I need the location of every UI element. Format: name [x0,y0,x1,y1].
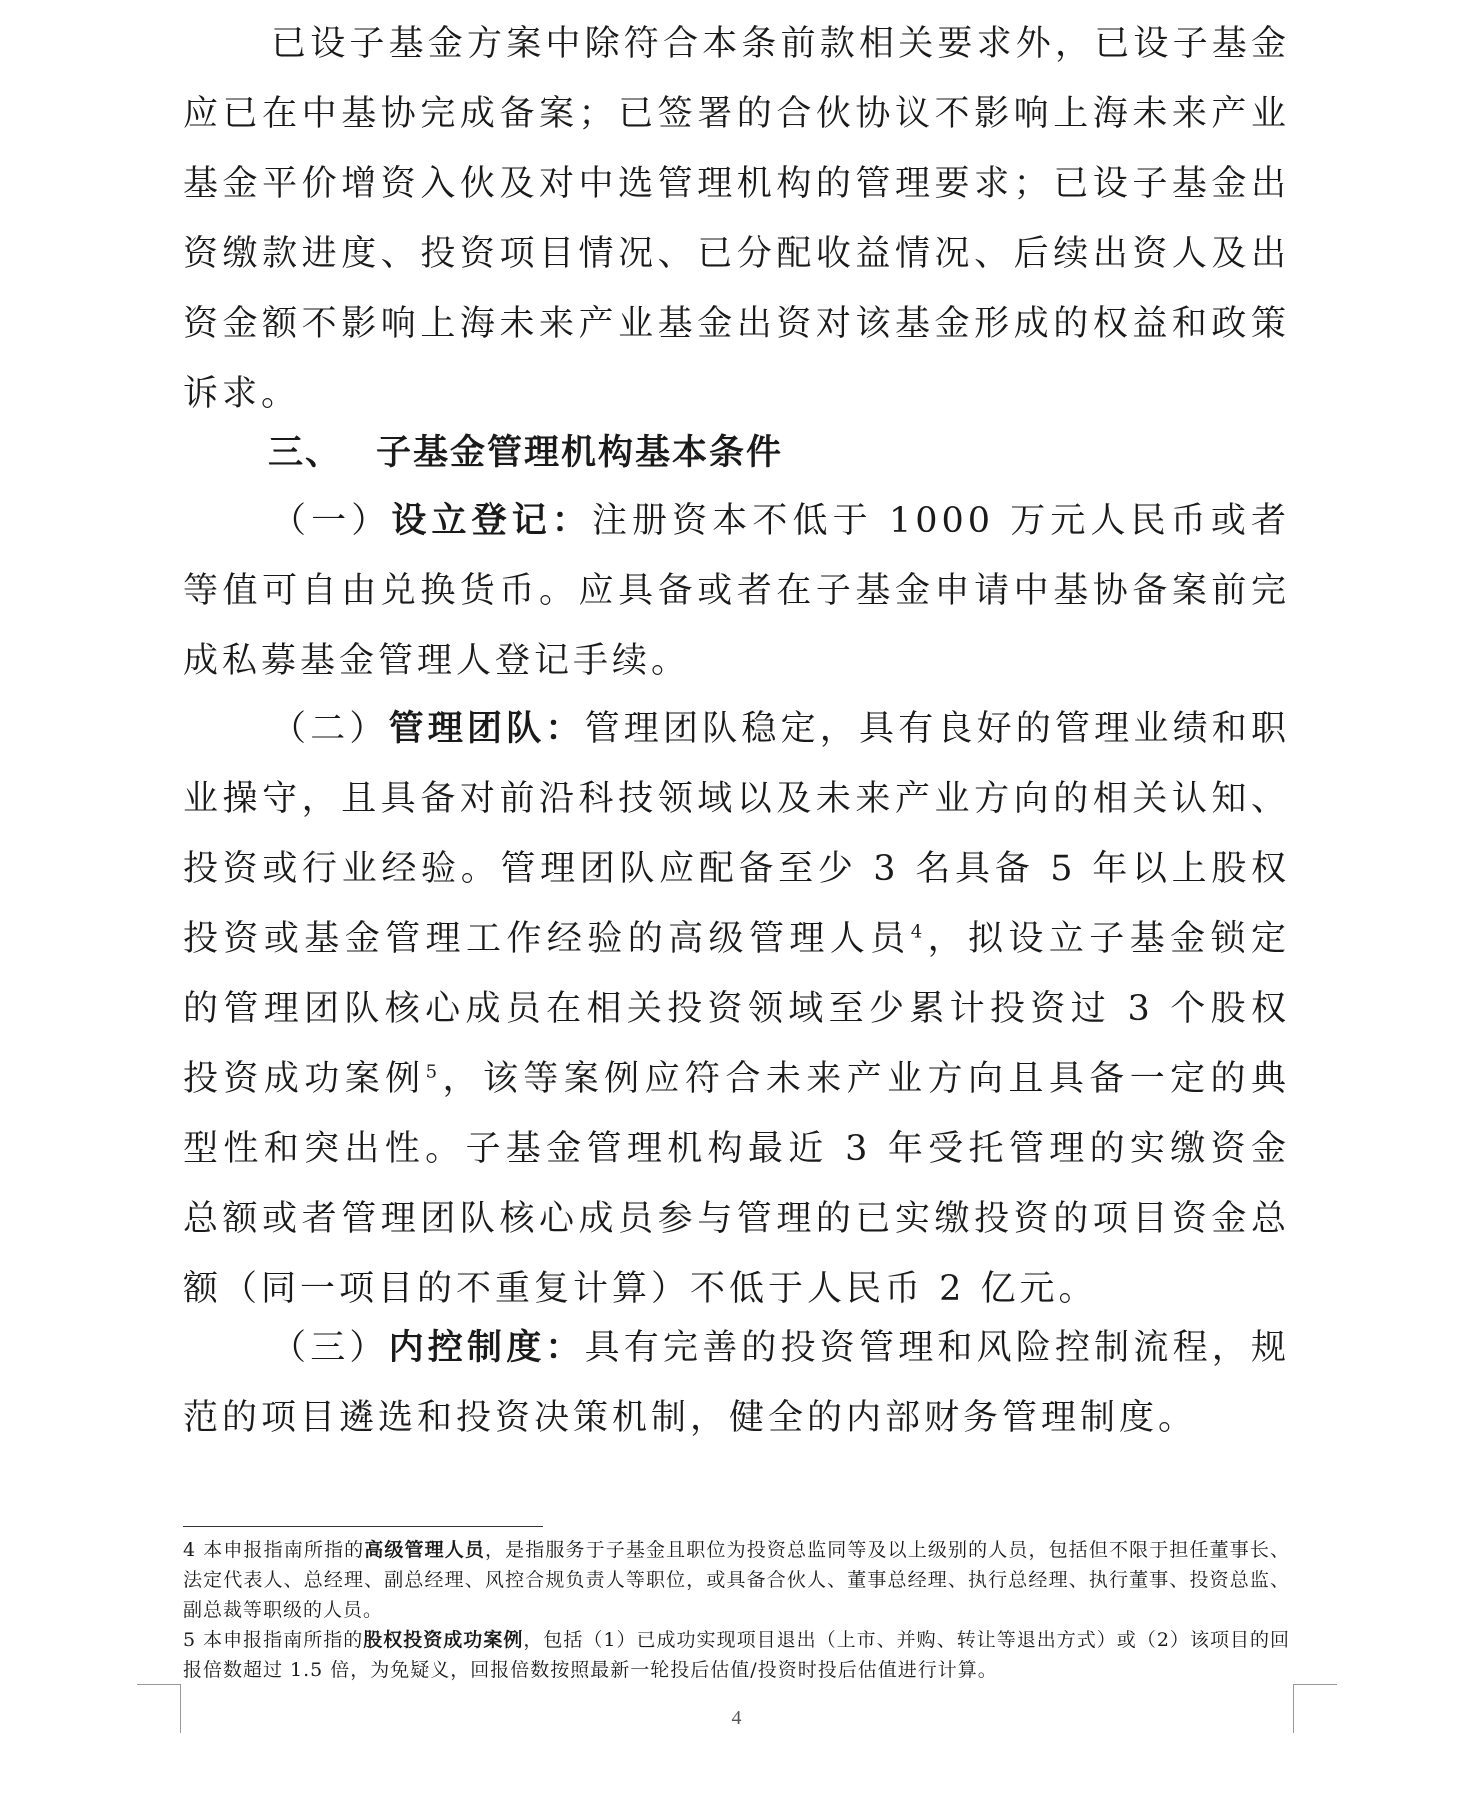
item-registration [183,486,1290,696]
footnotes [183,1535,1290,1685]
item-team-prefix: （二） [271,709,389,749]
footnote-divider [183,1526,543,1527]
item-internal-control [183,1313,1290,1453]
item-control-prefix: （三） [271,1328,389,1368]
item-control-text: 具有完善的投资管理和风险控制流程，规范的项目遴选和投资决策机制，健全的内部财务管理制度。 [183,1328,1290,1438]
section-number: 三、 [268,433,343,473]
section-heading [268,418,783,488]
item-registration-text: 注册资本不低于 1000 万元人民币或者等值可自由兑换货币。应具备或者在子基金申请中基协备案前完成私募基金管理人登记手续。 [183,501,1290,681]
item-team-text-b: ，拟设立子基金锁定的管理团队核心成员在相关投资领域至少累计投资过 3 个股权投资成功案例 [183,919,1290,1099]
section-title: 子基金管理机构基本条件 [376,433,784,473]
footnote-ref-5[interactable]: 5 [425,1061,442,1083]
footnote-4-num: 4 [183,1539,197,1561]
footnote-5-term: 股权投资成功案例 [363,1629,524,1651]
item-team-text-c: ，该等案例应符合未来产业方向且具备一定的典型性和突出性。子基金管理机构最近 3 年受托管理的实缴资金总额或者管理团队核心成员参与管理的已实缴投资的项目资金总额（同一项目的不重复计算）不低于人民币 2 亿元。 [183,1059,1290,1309]
footnote-5-num: 5 [183,1629,197,1651]
item-control-label: 内控制度： [388,1328,585,1368]
intro-paragraph: 已设子基金方案中除符合本条前款相关要求外，已设子基金应已在中基协完成备案；已签署的合伙协议不影响上海未来产业基金平价增资入伙及对中选管理机构的管理要求；已设子基金出资缴款进度、投资项目情况、已分配收益情况、后续出资人及出资金额不影响上海未来产业基金出资对该基金形成的权益和政策诉求。 [183,24,1290,414]
page-number: 4 [731,1707,742,1729]
footnote-ref-4[interactable]: 4 [910,921,927,943]
item-team-text-a: 管理团队稳定，具有良好的管理业绩和职业操守，且具备对前沿科技领域以及未来产业方向的相关认知、投资或行业经验。管理团队应配备至少 3 名具备 5 年以上股权投资或基金管理工作经验的高级管理人员 [183,709,1290,959]
item-team-label: 管理团队： [388,709,585,749]
item-management-team [183,694,1290,1324]
footnote-5: 5 本申报指南所指的股权投资成功案例，包括（1）已成功实现项目退出（上市、并购、转让等退出方式）或（2）该项目的回报倍数超过 1.5 倍，为免疑义，回报倍数按照最新一轮投后估值/投资时投后估值进行计算。 [183,1629,1290,1681]
footnote-4-term: 高级管理人员 [364,1539,486,1561]
footnote-4: 4 本申报指南所指的高级管理人员，是指服务于子基金且职位为投资总监同等及以上级别的人员，包括但不限于担任董事长、法定代表人、总经理、副总经理、风控合规负责人等职位，或具备合伙人、董事总经理、执行总经理、执行董事、投资总监、副总裁等职级的人员。 [183,1539,1290,1621]
item-registration-label: 设立登记： [391,501,592,541]
item-registration-prefix: （一） [271,501,392,541]
